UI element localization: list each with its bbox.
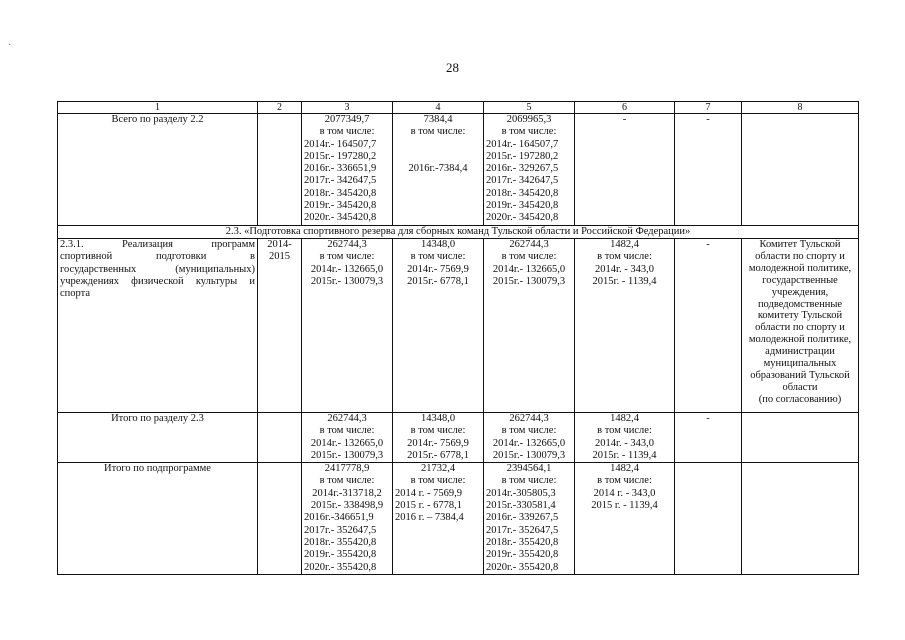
header-cell: 8 <box>742 102 859 114</box>
value-line: 2394564,1 <box>506 463 552 475</box>
value-line: 14348,0 <box>420 412 456 424</box>
value-line: 2016г.- 336651,9 <box>304 163 377 175</box>
value-line: 2020г.- 355420,8 <box>304 561 377 573</box>
value-line: 2015г.- 197280,2 <box>486 150 559 162</box>
value-line: 1482,4 <box>610 463 639 475</box>
value-line: 2014г.- 132665,0 <box>492 263 566 275</box>
value-line: в том числе: <box>597 425 652 437</box>
value-line: 2020г.- 355420,8 <box>486 561 559 573</box>
value-line: 2018г.- 355420,8 <box>304 536 377 548</box>
table-row <box>58 238 859 412</box>
value-line: 2019г.- 355420,8 <box>486 549 559 561</box>
value-line: 2016г.-7384,4 <box>408 163 468 175</box>
value-line: в том числе: <box>319 475 375 487</box>
value-line: 2014г.- 7569,9 <box>407 437 469 449</box>
cell-extrabudget: - <box>675 238 742 412</box>
value-line: 262744,3 <box>327 238 367 250</box>
cell-regional <box>484 412 575 462</box>
value-line: в том числе: <box>319 126 375 138</box>
value-line: 2015г.- 6778,1 <box>407 449 469 461</box>
value-line: в том числе: <box>410 251 466 263</box>
executor-line: Комитет Тульской <box>759 238 841 250</box>
value-line: 2014г. - 343,0 <box>594 263 655 275</box>
value-line: в том числе: <box>501 425 557 437</box>
executor-line: учреждения, <box>771 286 829 298</box>
value-line: 2018г.- 355420,8 <box>486 536 559 548</box>
value-line: 2014г.- 7569,9 <box>407 263 469 275</box>
value-line: 2069965,3 <box>506 114 552 125</box>
executor-line: области по спорту и <box>755 250 845 262</box>
cell-municipal <box>575 412 675 462</box>
value-line: в том числе: <box>319 425 375 437</box>
value-line: 1482,4 <box>610 238 639 250</box>
empty-cell <box>742 114 859 226</box>
value-line: в том числе: <box>410 425 466 437</box>
value-line: в том числе: <box>319 251 375 263</box>
value-line: 2014г.- 132665,0 <box>310 437 384 449</box>
cell-regional <box>484 238 575 412</box>
value-line: 262744,3 <box>509 412 549 424</box>
value-line: 2015г. - 1139,4 <box>592 449 657 461</box>
value-line: 2016г.-346651,9 <box>304 512 374 524</box>
executor-line: образований Тульской <box>750 369 850 381</box>
page-number: 28 <box>446 60 459 75</box>
value-line: 2014г.- 132665,0 <box>310 263 384 275</box>
cell-total-funding <box>302 114 393 226</box>
value-line: 2019г.- 345420,8 <box>486 200 559 212</box>
label-line: государственных (муниципальных) <box>60 263 255 275</box>
value-line: 2017г.- 342647,5 <box>304 175 377 187</box>
value-line: 2015г.- 130079,3 <box>310 275 384 287</box>
cell-municipal: - <box>575 114 675 226</box>
value-line: 2017г.- 352647,5 <box>486 524 559 536</box>
value-line: 2015 <box>269 251 290 263</box>
value-line: 2014 г. - 343,0 <box>593 487 656 499</box>
executor-line: государственные <box>762 274 838 286</box>
value-line: в том числе: <box>410 126 466 138</box>
table-row <box>58 463 859 575</box>
empty-cell <box>258 463 302 575</box>
executor-line: молодежной политике, <box>748 334 852 346</box>
value-line: в том числе: <box>501 251 557 263</box>
value-line: в том числе: <box>501 475 557 487</box>
value-line: 2014г. - 343,0 <box>594 437 655 449</box>
value-line: 2015г.- 130079,3 <box>492 275 566 287</box>
cell-municipal <box>575 238 675 412</box>
value-line: в том числе: <box>410 475 466 487</box>
value-line: 2018г.- 345420,8 <box>486 187 559 199</box>
value-line: 2017г.- 352647,5 <box>304 524 377 536</box>
value-line: 2014 г. - 7569,9 <box>395 487 462 499</box>
executor-line: администрации <box>765 346 835 358</box>
value-line: 2015г.- 130079,3 <box>492 449 566 461</box>
cell-federal <box>393 463 484 575</box>
cell-municipal <box>575 463 675 575</box>
value-line: 21732,4 <box>420 463 456 475</box>
section-title: 2.3. «Подготовка спортивного резерва для сборных команд Тульской области и Российской Федерации» <box>58 225 859 238</box>
value-line: 2014- <box>267 238 292 250</box>
value-line: 2018г.- 345420,8 <box>304 187 377 199</box>
section-row <box>58 225 859 238</box>
executor-line: (по согласованию) <box>758 393 842 405</box>
value-line: 1482,4 <box>610 412 639 424</box>
cell-federal <box>393 114 484 226</box>
table-row <box>58 412 859 462</box>
header-cell: 2 <box>258 102 302 114</box>
executor-line: муниципальных <box>763 358 837 370</box>
header-cell: 7 <box>675 102 742 114</box>
cell-total-funding <box>302 412 393 462</box>
header-cell: 3 <box>302 102 393 114</box>
value-line: 2020г.- 345420,8 <box>304 212 377 224</box>
corner-mark: · <box>8 40 12 51</box>
value-line: 2077349,7 <box>324 114 370 125</box>
value-line: 2015 г. - 1139,4 <box>591 500 658 512</box>
empty-cell <box>258 114 302 226</box>
row-label: Итого по подпрограмме <box>58 463 258 575</box>
value-line: 2016г.- 329267,5 <box>486 163 559 175</box>
value-line: 2417778,9 <box>324 463 370 475</box>
table-row <box>58 114 859 226</box>
label-line: 2.3.1. Реализация программ <box>60 238 255 250</box>
value-line: 2015г.- 338498,9 <box>310 500 384 512</box>
header-cell: 5 <box>484 102 575 114</box>
row-label <box>58 238 258 412</box>
value-line: 2015г.- 130079,3 <box>310 449 384 461</box>
cell-federal <box>393 412 484 462</box>
value-line: 2015г.-330581,4 <box>486 500 556 512</box>
value-line: 2019г.- 355420,8 <box>304 549 377 561</box>
value-line: 2014г.- 164507,7 <box>486 138 559 150</box>
value-line: 2016 г. – 7384,4 <box>395 512 464 524</box>
value-line: 7384,4 <box>423 114 453 125</box>
value-line: 2014г.-305805,3 <box>486 487 556 499</box>
value-line: 262744,3 <box>327 412 367 424</box>
executor-line: комитету Тульской <box>757 310 843 322</box>
row-label: Итого по разделу 2.3 <box>58 412 258 462</box>
value-line: 2014г.- 164507,7 <box>304 138 377 150</box>
executor-line: подведомственные <box>757 298 843 310</box>
program-table <box>57 101 859 575</box>
cell-extrabudget: - <box>675 412 742 462</box>
empty-cell <box>742 463 859 575</box>
cell-regional <box>484 114 575 226</box>
value-line: 2014г.- 132665,0 <box>492 437 566 449</box>
label-line: спорта <box>60 288 91 300</box>
value-line: в том числе: <box>597 251 652 263</box>
cell-executors <box>742 238 859 412</box>
value-line: 2015г. - 1139,4 <box>592 275 657 287</box>
row-label: Всего по разделу 2.2 <box>58 114 258 226</box>
value-line: 2015 г. - 6778,1 <box>395 500 462 512</box>
cell-regional <box>484 463 575 575</box>
header-cell: 4 <box>393 102 484 114</box>
value-line: 2014г.-313718,2 <box>312 487 382 499</box>
value-line: 2020г.- 345420,8 <box>486 212 559 224</box>
cell-federal <box>393 238 484 412</box>
header-cell: 6 <box>575 102 675 114</box>
executor-line: области по спорту и <box>755 322 845 334</box>
empty-cell <box>675 463 742 575</box>
value-line: 2019г.- 345420,8 <box>304 200 377 212</box>
value-line: 14348,0 <box>420 238 456 250</box>
label-line: учреждениях физической культуры и <box>60 275 255 287</box>
cell-extrabudget: - <box>675 114 742 226</box>
value-line: 262744,3 <box>509 238 549 250</box>
empty-cell <box>742 412 859 462</box>
empty-cell <box>258 412 302 462</box>
cell-total-funding <box>302 238 393 412</box>
executor-line: молодежной политике, <box>748 262 852 274</box>
value-line: 2017г.- 342647,5 <box>486 175 559 187</box>
cell-period <box>258 238 302 412</box>
value-line: 2016г.- 339267,5 <box>486 512 559 524</box>
executor-line: области <box>782 381 818 393</box>
value-line: 2015г.- 197280,2 <box>304 150 377 162</box>
label-line: спортивной подготовки в <box>60 251 255 263</box>
value-line: в том числе: <box>597 475 652 487</box>
value-line: в том числе: <box>501 126 557 138</box>
header-row <box>58 102 859 114</box>
cell-total-funding <box>302 463 393 575</box>
header-cell: 1 <box>58 102 258 114</box>
value-line: 2015г.- 6778,1 <box>407 275 469 287</box>
